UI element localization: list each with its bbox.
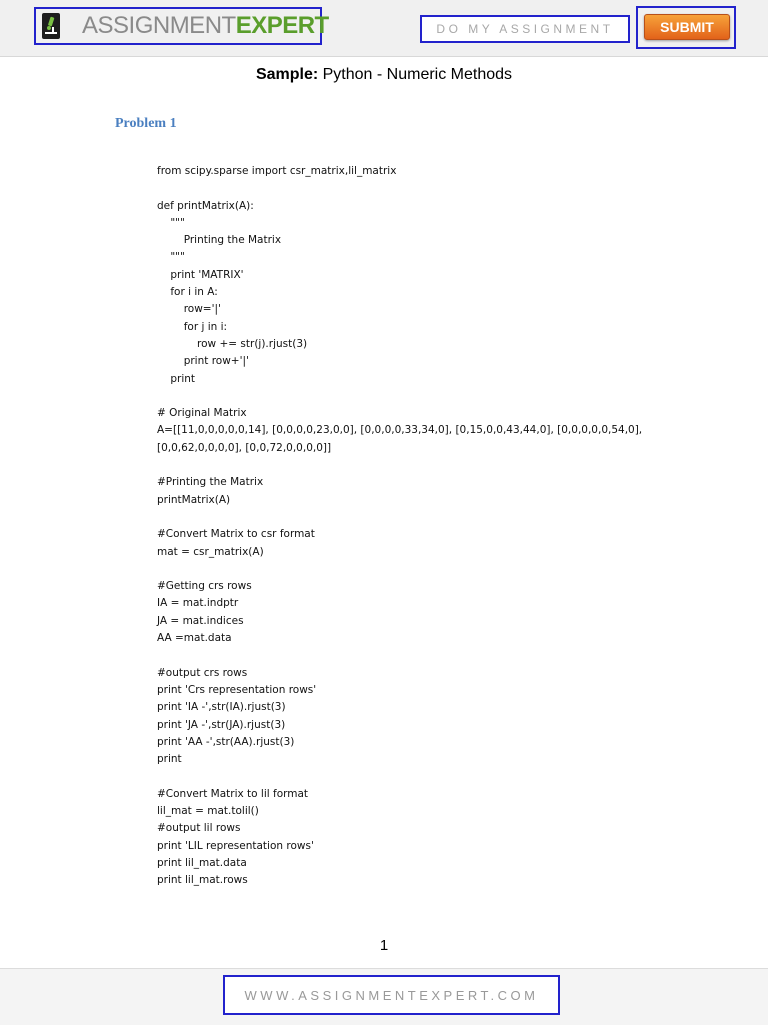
page-number: 1 <box>379 937 389 954</box>
code-line: for i in A: <box>157 286 218 299</box>
code-line <box>157 509 677 526</box>
site-logo-text <box>82 12 329 40</box>
code-line: Printing the Matrix <box>157 234 282 247</box>
code-line: """ <box>157 251 185 264</box>
code-line: printMatrix(A) <box>157 493 231 506</box>
code-line <box>157 457 677 474</box>
code-line: #output lil rows <box>157 822 241 835</box>
page-title-rest: Python - Numeric Methods <box>318 66 513 83</box>
code-line: for j in i: <box>157 320 228 333</box>
code-line: lil_mat = mat.tolil() <box>157 804 259 817</box>
code-line <box>157 180 677 197</box>
submit-button[interactable]: SUBMIT <box>644 14 730 40</box>
code-line: print row+'|' <box>157 355 249 368</box>
code-line: row='|' <box>157 303 221 316</box>
code-line <box>157 388 677 405</box>
code-line: print 'JA -',str(JA).rjust(3) <box>157 718 286 731</box>
code-line: #Convert Matrix to csr format <box>157 528 315 541</box>
code-line: print <box>157 372 196 385</box>
microscope-icon <box>42 13 60 39</box>
code-line: print 'LIL representation rows' <box>157 839 314 852</box>
code-line: print 'MATRIX' <box>157 268 244 281</box>
page-title <box>0 66 768 84</box>
logo-text-light: ASSIGNMENT <box>82 12 236 39</box>
site-footer <box>0 968 768 1025</box>
code-line: from scipy.sparse import csr_matrix,lil_matrix <box>157 165 397 177</box>
code-line: #output crs rows <box>157 666 248 679</box>
code-line: """ <box>157 216 185 229</box>
code-line: IA = mat.indptr <box>157 597 239 610</box>
code-line <box>157 561 677 578</box>
code-block <box>157 163 677 889</box>
code-line: AA =mat.data <box>157 632 232 645</box>
code-line: #Getting crs rows <box>157 580 252 593</box>
code-line: print 'Crs representation rows' <box>157 683 317 696</box>
code-line: print lil_mat.data <box>157 856 247 869</box>
code-line: print 'IA -',str(IA).rjust(3) <box>157 701 286 714</box>
submit-button-frame <box>636 6 736 49</box>
code-line: [0,0,62,0,0,0,0], [0,0,72,0,0,0,0]] <box>157 441 332 454</box>
code-line: #Printing the Matrix <box>157 476 264 489</box>
site-header <box>0 0 768 57</box>
code-line: def printMatrix(A): <box>157 199 254 212</box>
code-line: mat = csr_matrix(A) <box>157 545 264 558</box>
section-heading: Problem 1 <box>115 116 177 131</box>
code-line: row += str(j).rjust(3) <box>157 337 308 350</box>
code-line: print <box>157 753 182 766</box>
code-line: A=[[11,0,0,0,0,0,14], [0,0,0,0,23,0,0], [0,0,0,0,33,34,0], [0,15,0,0,43,44,0], [0,0,0,0,0,54,0], <box>157 424 643 437</box>
code-line: JA = mat.indices <box>157 614 244 627</box>
code-line: print 'AA -',str(AA).rjust(3) <box>157 735 295 748</box>
code-line: #Convert Matrix to lil format <box>157 787 309 800</box>
page-title-bold: Sample: <box>255 66 319 83</box>
code-line <box>157 647 677 664</box>
code-line: print lil_mat.rows <box>157 874 248 887</box>
website-link[interactable]: WWW.ASSIGNMENTEXPERT.COM <box>223 975 560 1015</box>
do-my-assignment-button[interactable]: DO MY ASSIGNMENT <box>420 15 630 43</box>
code-line: # Original Matrix <box>157 407 247 420</box>
logo-text-bold: EXPERT <box>235 12 329 39</box>
code-line <box>157 768 677 785</box>
site-logo-link[interactable] <box>34 7 329 45</box>
